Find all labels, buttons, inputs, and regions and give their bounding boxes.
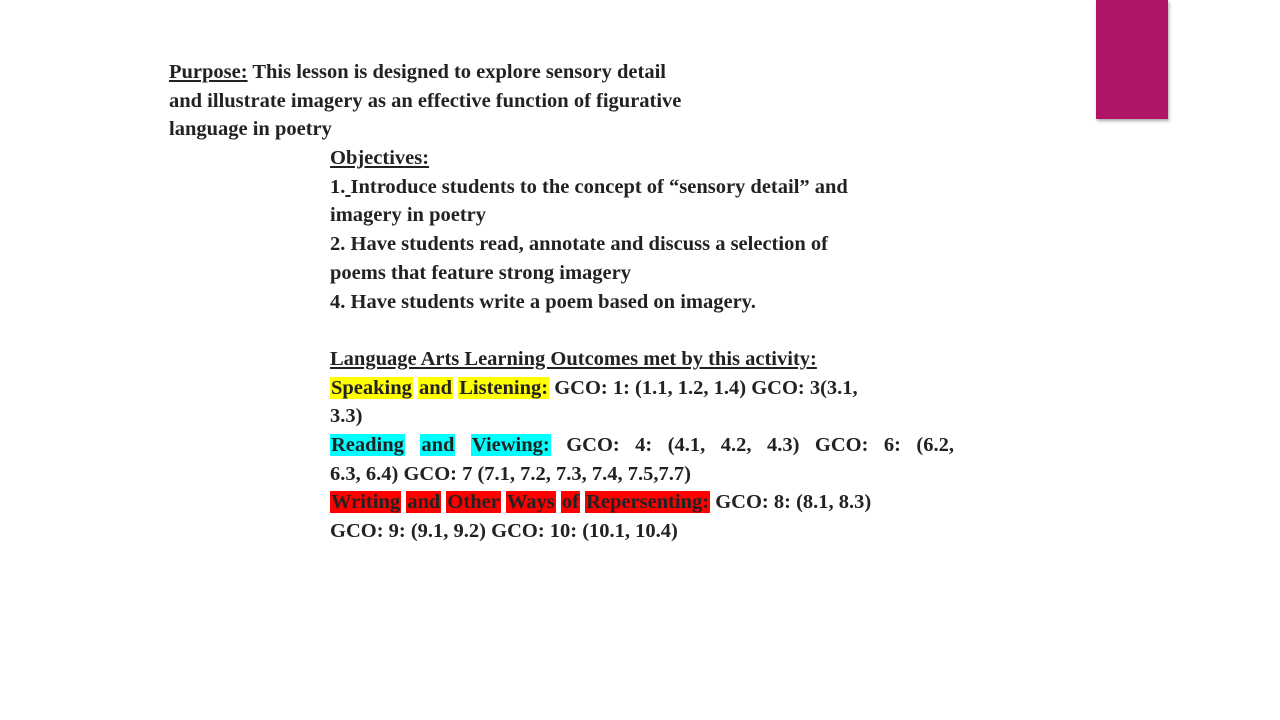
reading-outcome-line-2: 6.3, 6.4) GCO: 7 (7.1, 7.2, 7.3, 7.4, 7.5,7.7) xyxy=(330,462,692,485)
speaking-outcome-line-2: 3.3) xyxy=(330,405,363,428)
purpose-paragraph xyxy=(169,58,809,144)
lesson-body xyxy=(330,144,954,546)
objective-1-number: 1. xyxy=(330,175,346,198)
purpose-text-1: This lesson is designed to explore sensory detail xyxy=(247,61,666,83)
writing-gco-text: GCO: 8: (8.1, 8.3) xyxy=(710,491,872,514)
spacer xyxy=(330,316,954,345)
purpose-text-3: language in poetry xyxy=(169,118,332,141)
objective-2-line-1: 2. Have students read, annotate and discuss a selection of xyxy=(330,233,828,256)
objectives-heading: Objectives: xyxy=(330,147,430,169)
purpose-label: Purpose: xyxy=(169,61,248,83)
highlight-other: Other xyxy=(447,491,500,514)
objective-2-line-2: poems that feature strong imagery xyxy=(330,261,631,284)
highlight-ways: Ways xyxy=(506,491,555,514)
purpose-text-2: and illustrate imagery as an effective function of figurative xyxy=(169,89,682,112)
highlight-and: and xyxy=(407,491,441,514)
objective-1-line-2: imagery in poetry xyxy=(330,204,486,227)
highlight-speaking: Speaking xyxy=(331,376,412,399)
highlight-listening: Listening: xyxy=(459,376,549,399)
speaking-gco-text: GCO: 1: (1.1, 1.2, 1.4) GCO: 3(3.1, xyxy=(549,376,858,399)
speaking-outcome-line-1 xyxy=(330,374,954,403)
highlight-reading: Reading xyxy=(331,434,404,457)
accent-bar xyxy=(1096,0,1168,119)
outcomes-heading: Language Arts Learning Outcomes met by this activity: xyxy=(330,347,817,370)
writing-outcome-line-2: GCO: 9: (9.1, 9.2) GCO: 10: (10.1, 10.4) xyxy=(330,520,678,543)
highlight-writing: Writing xyxy=(331,491,401,514)
highlight-of: of xyxy=(561,491,579,514)
objective-4: 4. Have students write a poem based on imagery. xyxy=(330,290,756,313)
writing-outcome-line-1 xyxy=(330,488,954,517)
objective-1-text: Introduce students to the concept of “sensory detail” and xyxy=(350,175,848,198)
purpose-line-1 xyxy=(169,58,809,87)
highlight-repersenting: Repersenting: xyxy=(586,491,710,514)
reading-gco-text: GCO: 4: (4.1, 4.2, 4.3) GCO: 6: (6.2, xyxy=(550,434,954,457)
highlight-and: and xyxy=(421,434,455,457)
objective-1-line-1 xyxy=(330,173,954,202)
reading-outcome-line-1 xyxy=(330,431,954,460)
highlight-and: and xyxy=(419,376,453,399)
highlight-viewing: Viewing: xyxy=(471,434,550,457)
